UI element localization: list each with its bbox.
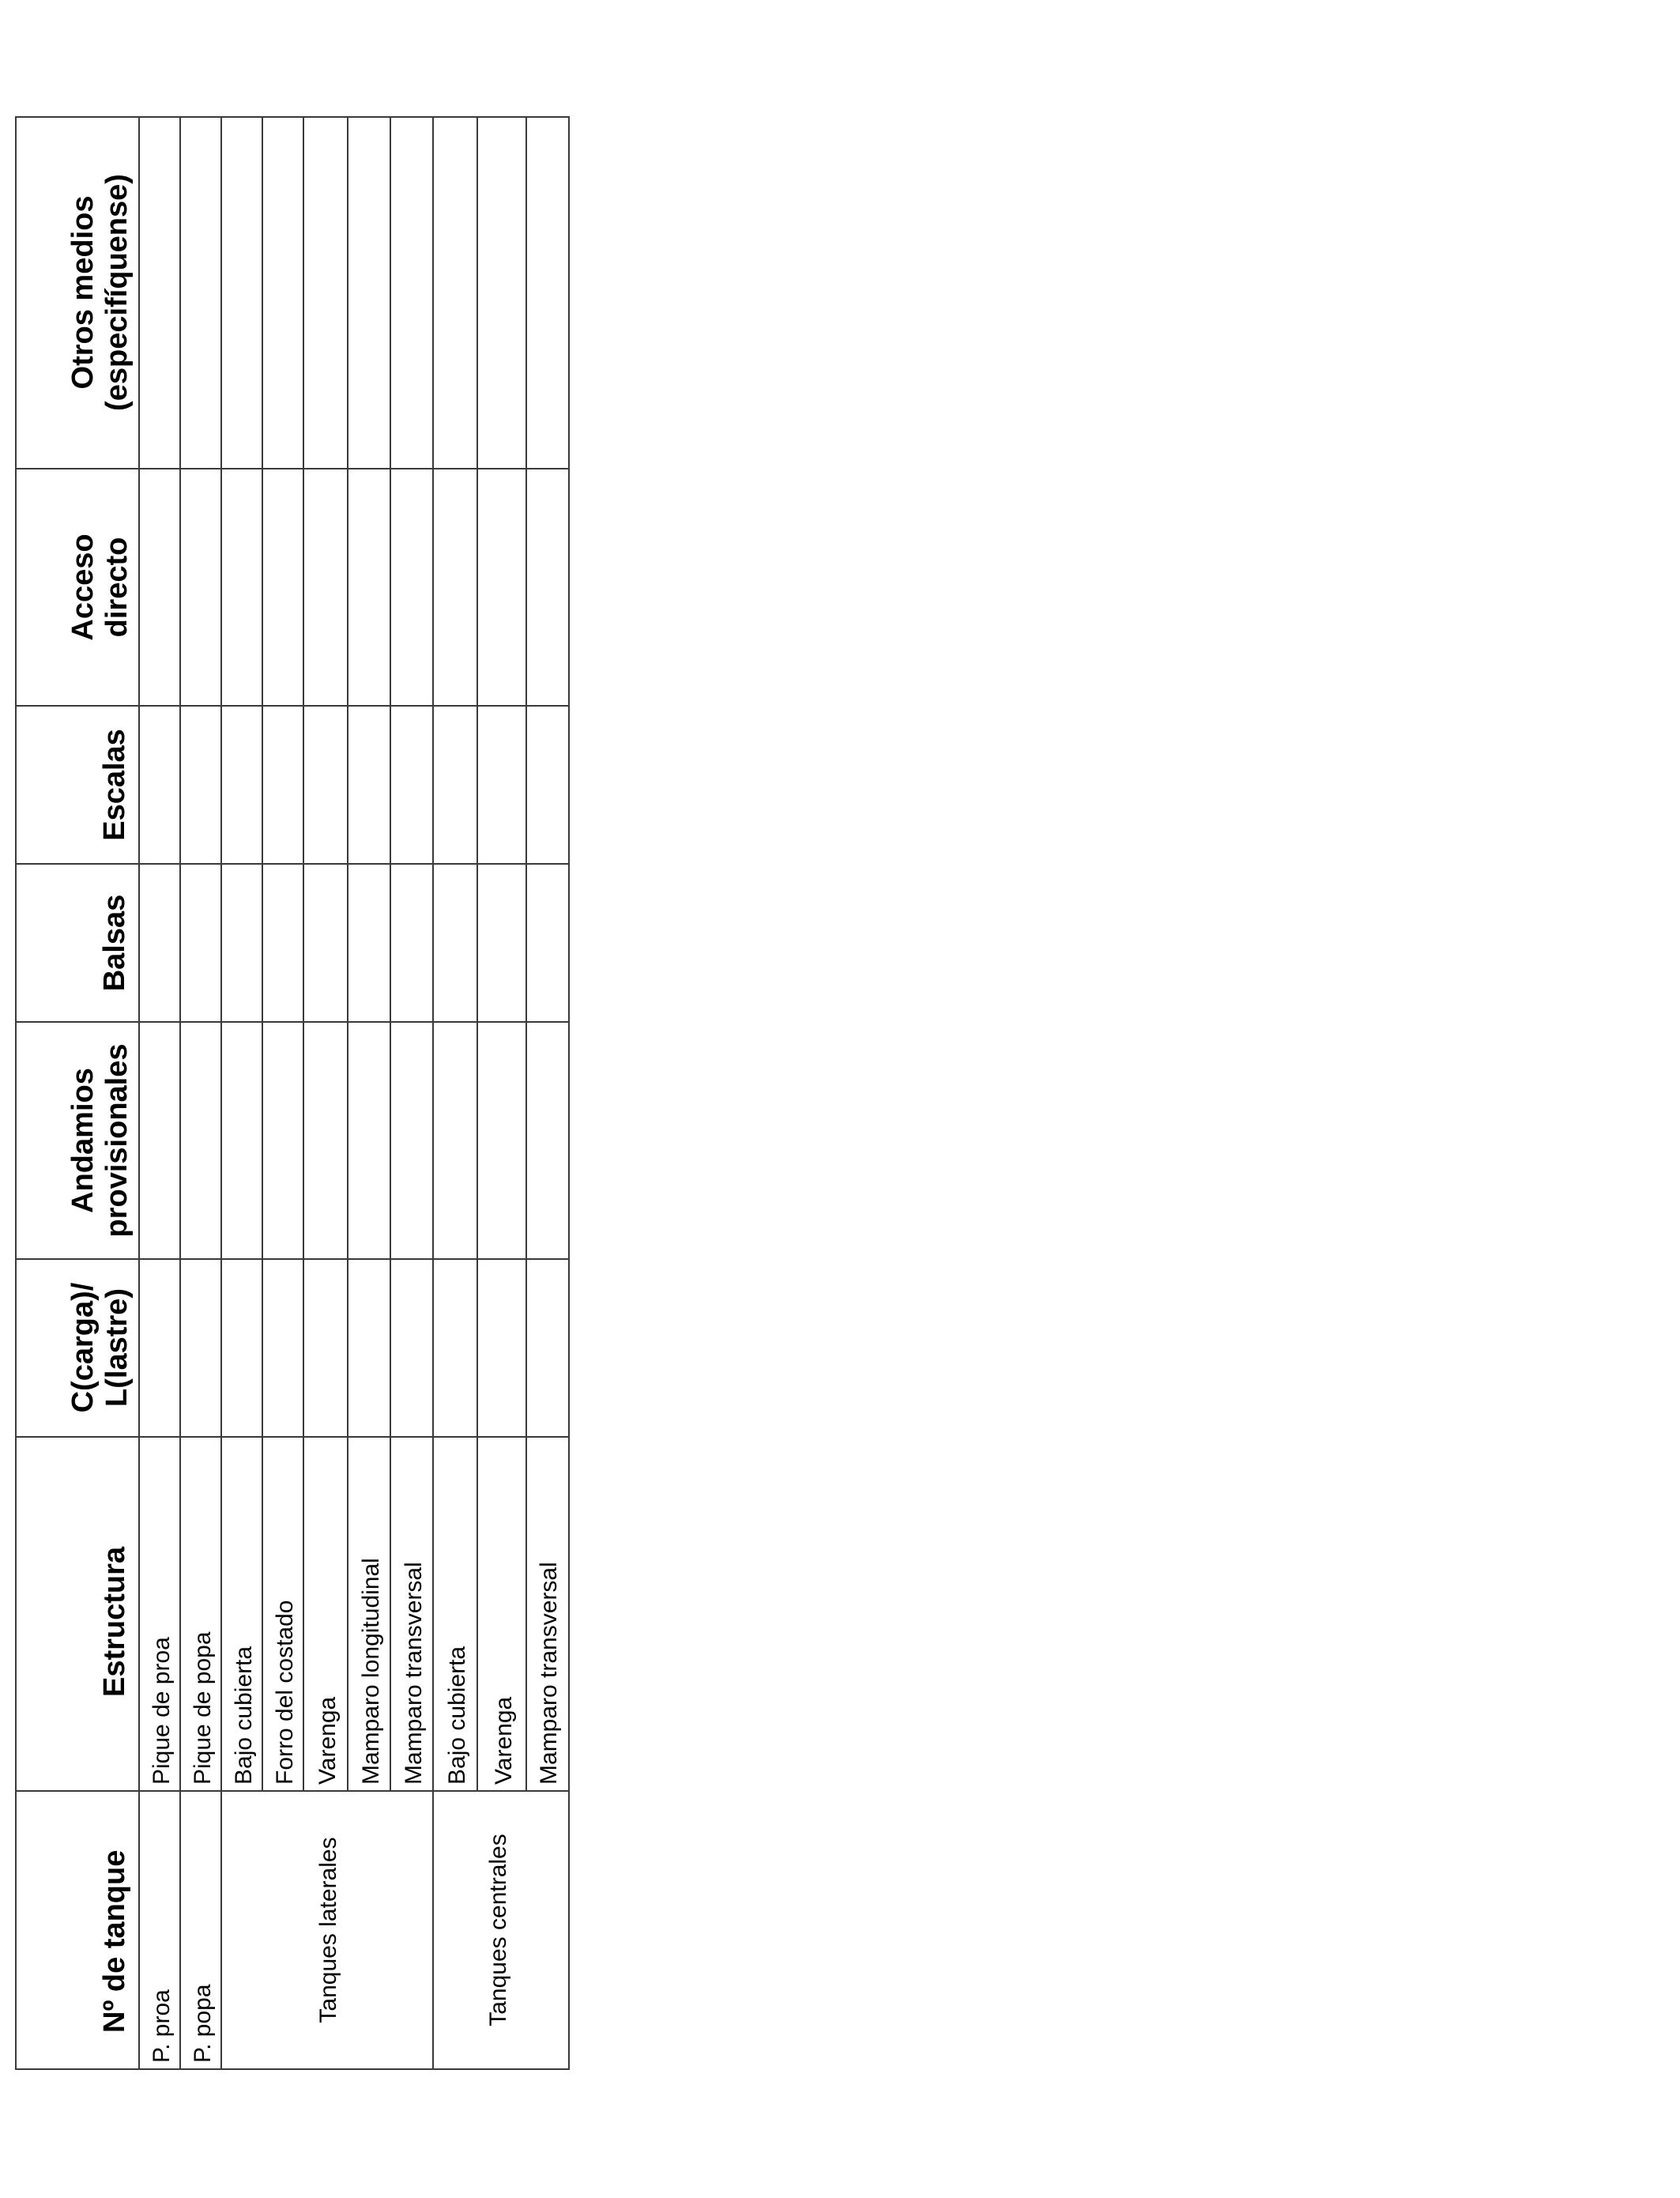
structure-cell: Forro del costado (272, 1600, 298, 1785)
structure-cell: Bajo cubierta (231, 1646, 257, 1785)
header-other-means-line2: (especifíquense) (100, 174, 134, 411)
structure-cell: Varenga (315, 1696, 341, 1785)
structure-cell: Varenga (491, 1696, 517, 1785)
tank-fore-peak: P. proa (149, 1989, 175, 2063)
tank-aft-peak: P. popa (190, 1984, 216, 2063)
header-cargo-ballast-line1: C(carga)/ (66, 1282, 100, 1413)
header-rafts: Balsas (98, 894, 131, 992)
structure-cell: Mamparo transversal (536, 1562, 562, 1785)
header-direct-access-line1: Acceso (66, 533, 100, 641)
structure-cell: Bajo cubierta (444, 1646, 470, 1785)
tank-side-group: Tanques laterales (315, 1837, 341, 2023)
header-scaffolding-line1: Andamios (66, 1068, 100, 1213)
header-scaffolding-line2: provisionales (100, 1043, 134, 1238)
tank-center-group: Tanques centrales (485, 1834, 511, 2026)
structure-cell: Pique de popa (190, 1631, 216, 1785)
header-other-means-line1: Otros medios (66, 195, 100, 390)
header-cargo-ballast-line2: L(lastre) (100, 1288, 134, 1407)
header-structure: Estructura (98, 1546, 131, 1697)
structure-cell: Mamparo transversal (401, 1562, 427, 1785)
header-ladders: Escalas (98, 729, 131, 841)
header-direct-access-line2: directo (100, 537, 134, 638)
header-tank-no: Nº de tanque (98, 1849, 131, 2033)
structure-cell: Mamparo longitudinal (358, 1558, 384, 1785)
structure-cell: Pique de proa (149, 1637, 175, 1785)
